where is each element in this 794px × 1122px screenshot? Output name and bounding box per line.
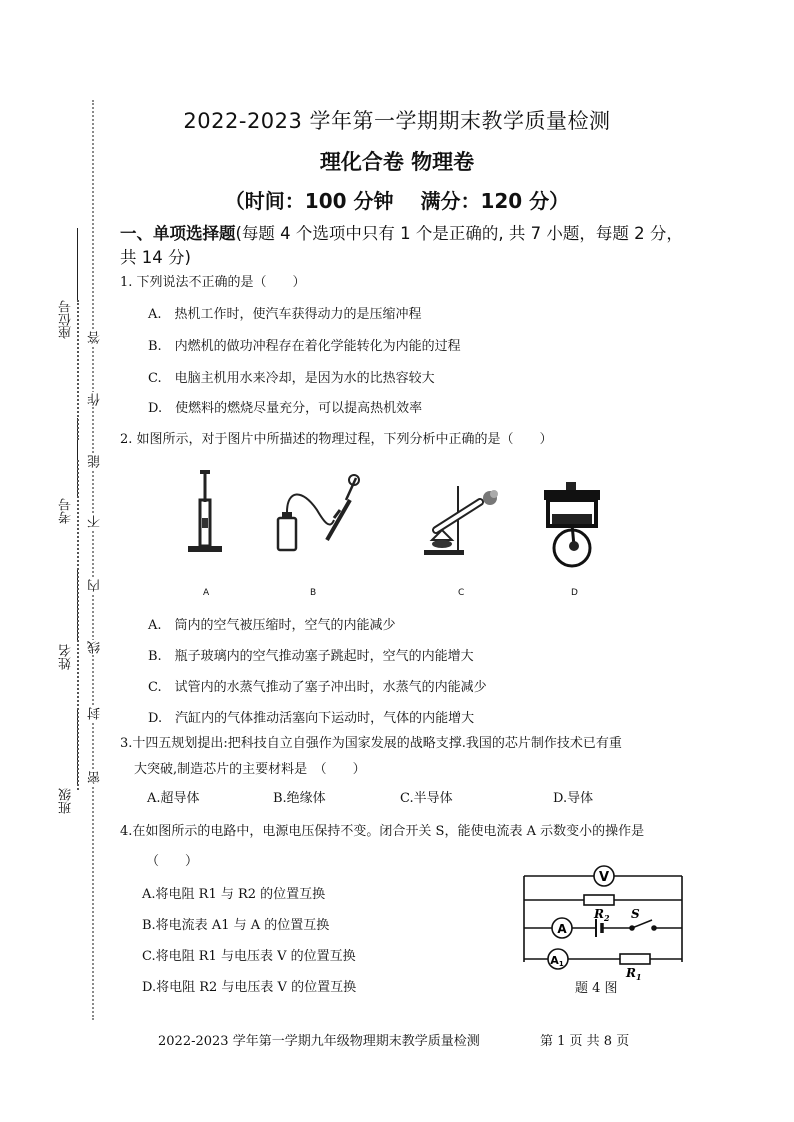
question-1-option-a: A. 热机工作时，使汽车获得动力的是压缩冲程 xyxy=(148,307,422,322)
voltmeter-symbol: V xyxy=(598,870,610,885)
r2-label: R xyxy=(594,907,604,921)
figure-b-bottle-pump xyxy=(272,470,367,560)
question-2-option-d: D. 汽缸内的气体推动活塞向下运动时，气体的内能增大 xyxy=(148,711,475,726)
switch-label: S xyxy=(631,907,640,921)
svg-text:A1 xyxy=(550,954,564,968)
circuit-figure-caption: 题 4 图 xyxy=(575,981,618,996)
figure-b-label: B xyxy=(310,588,317,598)
figure-d-engine-cylinder xyxy=(540,480,605,570)
binding-dotted-line xyxy=(92,100,94,1020)
circuit-diagram xyxy=(518,862,688,980)
exam-number-label: 考号 xyxy=(59,498,74,524)
seal-char: 内 xyxy=(88,579,103,592)
r1-subscript: 1 xyxy=(635,972,642,980)
ammeter-a1-subscript: 1 xyxy=(558,960,564,968)
question-3-option-a: A.超导体 xyxy=(147,791,200,806)
exam-title: 2022-2023 学年第一学期期末教学质量检测 xyxy=(183,109,611,133)
question-4-option-d: D.将电阻 R2 与电压表 V 的位置互换 xyxy=(142,980,357,995)
question-4-option-a: A.将电阻 R1 与 R2 的位置互换 xyxy=(142,887,326,902)
seal-dotted-line xyxy=(77,460,79,790)
section-title: 一、单项选择题 xyxy=(120,224,236,243)
r2-subscript: 2 xyxy=(603,913,610,923)
seal-char: 能 xyxy=(88,455,103,468)
seal-char: 线 xyxy=(88,641,103,654)
question-3-option-b: B.绝缘体 xyxy=(273,791,326,806)
question-2-option-b: B. 瓶子玻璃内的空气推动塞子跳起时，空气的内能增大 xyxy=(148,649,474,664)
question-4-stem-line1: 4.在如图所示的电路中，电源电压保持不变。闭合开关 S，能使电流表 A 示数变小的操作是 xyxy=(120,824,645,839)
figure-c-test-tube xyxy=(420,478,505,558)
seal-char: 封 xyxy=(88,707,103,720)
figure-a-compression-cylinder xyxy=(180,468,230,558)
question-1-stem: 1. 下列说法不正确的是（ ） xyxy=(120,275,306,290)
seal-dotted-line xyxy=(77,300,79,440)
exam-subtitle: 理化合卷 物理卷 xyxy=(319,150,475,174)
seal-char: 密 xyxy=(88,771,103,784)
question-3-stem-line2: 大突破,制造芯片的主要材料是 （ ） xyxy=(134,762,366,777)
question-4-stem-line2: （ ） xyxy=(146,854,199,869)
seal-char: 答 xyxy=(88,331,103,344)
question-3-option-c: C.半导体 xyxy=(400,791,453,806)
section-heading xyxy=(120,222,690,270)
question-1-option-c: C. 电脑主机用水来冷却，是因为水的比热容较大 xyxy=(148,371,435,386)
r1-label: R xyxy=(626,966,636,980)
seal-char: 作 xyxy=(88,393,103,406)
seat-number-label: 座位号 xyxy=(59,300,74,339)
svg-text:R2 xyxy=(593,907,610,923)
figure-c-label: C xyxy=(458,588,465,598)
figure-d-label: D xyxy=(571,588,578,598)
svg-text:R1 xyxy=(625,966,642,980)
question-1-option-d: D. 使燃料的燃烧尽量充分，可以提高热机效率 xyxy=(148,401,423,416)
question-4-option-c: C.将电阻 R1 与电压表 V 的位置互换 xyxy=(142,949,356,964)
question-2-option-c: C. 试管内的水蒸气推动了塞子冲出时，水蒸气的内能减少 xyxy=(148,680,487,695)
figure-a-label: A xyxy=(203,588,210,598)
ammeter-a1-symbol: A xyxy=(550,954,559,967)
question-2-stem: 2. 如图所示，对于图片中所描述的物理过程，下列分析中正确的是（ ） xyxy=(120,432,553,447)
question-3-option-d: D.导体 xyxy=(553,791,594,806)
section-description: (每题 4 个选项中只有 1 个是正确的, 共 7 小题，每题 2 分，共 14 分) xyxy=(120,224,683,267)
seal-char: 不 xyxy=(88,515,103,528)
question-1-option-b: B. 内燃机的做功冲程存在着化学能转化为内能的过程 xyxy=(148,339,461,354)
name-label: 姓名 xyxy=(59,644,74,670)
time-score-info: （时间：100 分钟 满分：120 分） xyxy=(224,189,570,213)
question-2-option-a: A. 筒内的空气被压缩时，空气的内能减少 xyxy=(148,618,396,633)
question-3-stem-line1: 3.十四五规划提出:把科技自立自强作为国家发展的战略支撑.我国的芯片制作技术已有重 xyxy=(120,736,622,751)
footer-exam-name: 2022-2023 学年第一学期九年级物理期末教学质量检测 xyxy=(158,1034,480,1049)
seat-number-blank xyxy=(77,228,78,300)
question-4-option-b: B.将电流表 A1 与 A 的位置互换 xyxy=(142,918,330,933)
ammeter-a-symbol: A xyxy=(557,922,567,936)
class-label: 班级 xyxy=(59,788,74,814)
footer-page-info: 第 1 页 共 8 页 xyxy=(540,1034,630,1049)
